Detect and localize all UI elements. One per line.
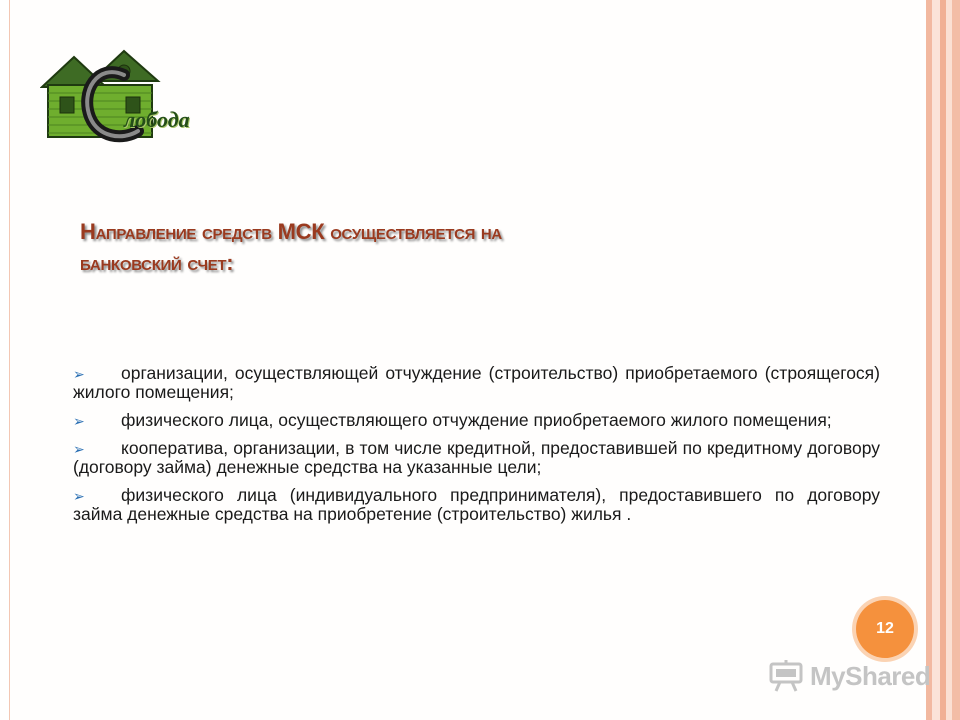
arrow-bullet-icon: ➢ [73, 441, 85, 457]
arrow-bullet-icon: ➢ [73, 413, 85, 429]
arrow-bullet-icon: ➢ [73, 488, 85, 504]
bullet-text: организации, осуществляющей отчуждение (строительство) приобретаемого (строящегося) жилого помещения; [73, 363, 880, 402]
list-item [73, 486, 880, 524]
decorative-stripes [920, 0, 960, 720]
bullet-text: физического лица, осуществляющего отчуждение приобретаемого жилого помещения; [121, 410, 832, 430]
title-line-2: банковский счет: [80, 250, 234, 275]
list-item [73, 364, 880, 402]
slovoda-logo [40, 45, 220, 145]
arrow-bullet-icon: ➢ [73, 366, 85, 382]
title-line-1: Направление средств МСК осуществляется на [80, 219, 502, 244]
list-item [73, 439, 880, 477]
bullet-text: физического лица (индивидуального предпринимателя), предоставившего по договору займа денежные средства на приобретение (строительство) жилья . [73, 485, 880, 524]
watermark-text: MyShared [810, 660, 931, 691]
slide-title [80, 216, 840, 278]
logo-wordmark: лобода [124, 107, 190, 132]
presentation-board-icon [768, 659, 804, 693]
bullet-text: кооператива, организации, в том числе кредитной, предоставившей по кредитному договору (договору займа) денежные средства на указанные цели; [73, 438, 880, 477]
list-item [73, 411, 880, 430]
myshared-watermark [768, 656, 930, 696]
page-number-badge: 12 [856, 600, 914, 658]
bullet-list [73, 364, 880, 533]
